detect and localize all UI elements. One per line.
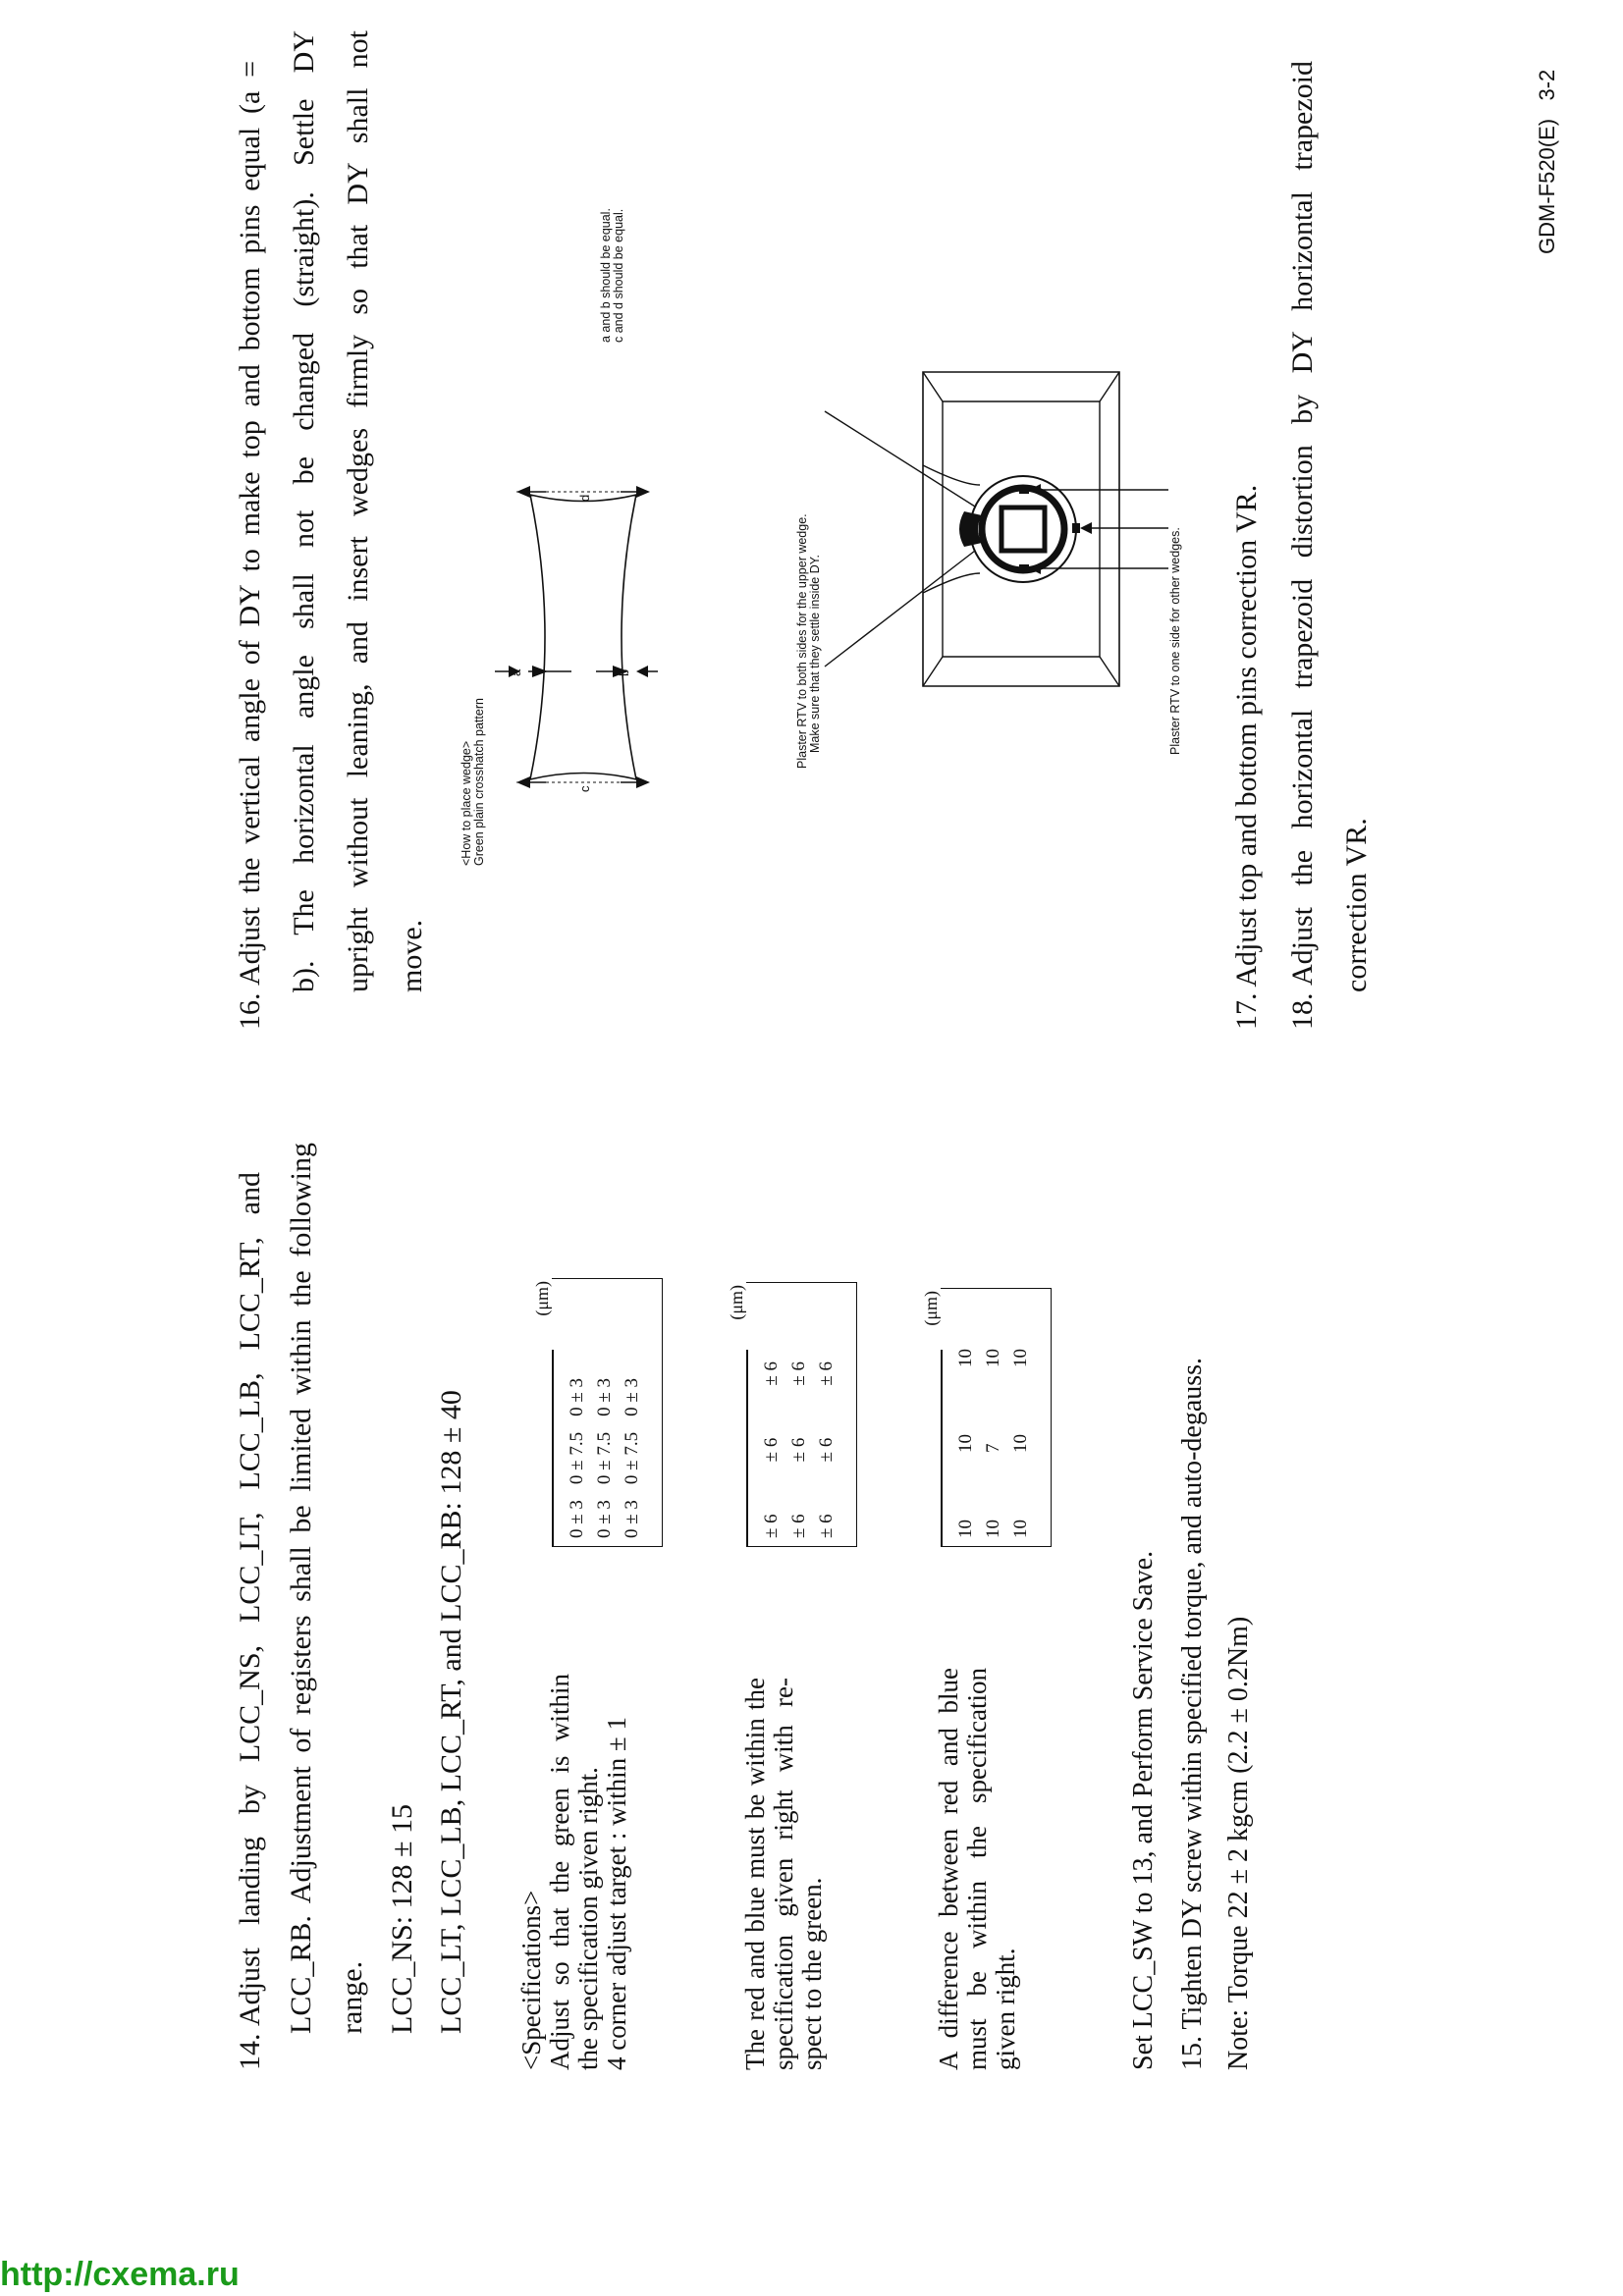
table-cell: ± 6 — [788, 1361, 809, 1386]
left-wedge — [1019, 564, 1029, 572]
leader-right — [825, 411, 975, 507]
spec2-grid — [758, 1354, 840, 1546]
table-cell: 10 — [955, 1434, 976, 1453]
step14-text-2: LCC_RB. Adjustment of registers shall be limited within the following — [285, 1143, 317, 2034]
table-row — [619, 1370, 646, 1546]
arrow-b-bottom-head — [636, 666, 648, 677]
table-cell: 0 ± 3 — [594, 1377, 615, 1416]
arrow-a-bottom-head — [532, 666, 548, 677]
funnel-corner-tl — [923, 657, 943, 686]
step16-text-3: upright without leaning, and insert wedges firmly so that DY shall not — [342, 30, 374, 992]
spec1-unit: (μm) — [532, 1281, 552, 1316]
step16-text-4: move. — [396, 919, 428, 992]
spec2-table — [727, 1282, 857, 1547]
spec2-table-topline — [746, 1350, 748, 1546]
torque-note: Note: Torque 22 ± 2 kgcm (2.2 ± 0.2Nm) — [1223, 1616, 1254, 2070]
table-cell: 0 ± 3 — [622, 1377, 642, 1416]
spec3-grid — [952, 1341, 1035, 1546]
spec3-unit: (μm) — [921, 1291, 941, 1326]
table-cell: 10 — [1010, 1520, 1031, 1538]
rtv-note-3: Plaster RTV to one side for other wedges. — [1168, 527, 1182, 755]
funnel-corner-tr — [923, 372, 943, 401]
dy-wedge-diagram — [815, 274, 1178, 784]
table-cell: ± 6 — [816, 1437, 837, 1463]
wedge-title: <How to place wedge> — [460, 740, 473, 866]
step16-number: 16. — [234, 992, 266, 1030]
table-cell: 0 ± 3 — [567, 1377, 587, 1416]
table-cell: 10 — [955, 1349, 976, 1367]
table-row — [564, 1370, 591, 1546]
spec1-grid — [564, 1370, 646, 1546]
label-c: c — [577, 785, 592, 792]
step16-text-2: b). The horizontal angle shall not be changed (straight). Settle DY — [288, 30, 320, 992]
table-row — [785, 1354, 813, 1546]
table-cell: 0 ± 7.5 — [622, 1431, 642, 1485]
step18-text-2: correction VR. — [1340, 818, 1373, 992]
step17-text: 17. Adjust top and bottom pins correction VR. — [1230, 484, 1263, 1030]
table-cell: 10 — [983, 1520, 1003, 1538]
spec3-table-topline — [941, 1350, 943, 1546]
spec3-table — [921, 1288, 1052, 1547]
right-wedge — [1019, 486, 1029, 494]
step16-text-1: Adjust the vertical angle of DY to make top and bottom pins equal (a = — [234, 61, 266, 986]
table-cell: 7 — [983, 1443, 1003, 1453]
spec2-text-1: The red and blue must be within the — [740, 1678, 770, 2070]
spec1-text-2: the specification given right. — [573, 1767, 603, 2070]
step14-number: 14. — [234, 2033, 266, 2070]
spec1-text-1: Adjust so that the green is within — [545, 1674, 574, 2070]
table-row — [813, 1354, 840, 1546]
rtv-note-1: Plaster RTV to both sides for the upper wedge. — [795, 513, 809, 769]
spec2-text-3: spect to the green. — [797, 1877, 827, 2070]
table-row — [758, 1354, 785, 1546]
step14-text-1: Adjust landing by LCC_NS, LCC_LT, LCC_LB, LCC_RT, and — [234, 1172, 266, 2026]
table-cell: ± 6 — [761, 1437, 782, 1463]
table-cell: 0 ± 3 — [622, 1500, 642, 1538]
table-row — [1007, 1341, 1035, 1546]
wedge-subtitle: Green plain crosshatch pattern — [472, 698, 486, 866]
footer-model: GDM-F520(E) — [1535, 118, 1559, 254]
spec1-text-3: 4 corner adjust target : within ± 1 — [602, 1717, 631, 2070]
spec3-text-3: given right. — [991, 1948, 1020, 2070]
spec3-text-2: must be within the specification — [962, 1668, 992, 2070]
arrow-bottom-wedge-head — [1080, 522, 1092, 534]
step15-text: 15. Tighten DY screw within specified torque, and auto-degauss. — [1177, 1357, 1208, 2070]
table-cell: ± 6 — [788, 1437, 809, 1463]
arrow-c-top-head — [516, 776, 530, 788]
table-cell: 10 — [955, 1520, 976, 1538]
bottom-wedge — [1072, 523, 1080, 533]
wedge-note-1: a and b should be equal. — [599, 208, 613, 343]
dy-yoke-ring — [982, 488, 1064, 570]
table-row — [952, 1341, 980, 1546]
lcc-ns-range: LCC_NS: 128 ± 15 — [386, 1804, 418, 2034]
spec2-unit: (μm) — [727, 1285, 746, 1320]
table-cell: 0 ± 7.5 — [567, 1431, 587, 1485]
table-cell: 0 ± 7.5 — [594, 1431, 615, 1485]
step16-line1 — [231, 61, 270, 1030]
table-cell: 10 — [1010, 1349, 1031, 1367]
lcc-others-range: LCC_LT, LCC_LB, LCC_RT, and LCC_RB: 128 ± 40 — [435, 1390, 467, 2034]
arrow-d-top-head — [516, 486, 530, 498]
table-row — [591, 1370, 619, 1546]
arrow-c-bottom-head — [636, 776, 650, 788]
spec3-text-1: A difference between red and blue — [934, 1668, 963, 2070]
table-cell: 10 — [983, 1349, 1003, 1367]
dy-core-square — [1001, 507, 1045, 551]
table-cell: ± 6 — [816, 1361, 837, 1386]
arrow-d-bottom-head — [636, 486, 650, 498]
table-cell: ± 6 — [788, 1514, 809, 1538]
pincushion-outline — [530, 495, 636, 779]
specifications-heading: <Specifications> — [516, 1890, 546, 2070]
label-b: b — [617, 668, 631, 676]
step18-number: 18. — [1286, 992, 1319, 1030]
funnel-corner-bl — [1100, 657, 1119, 686]
table-cell: ± 6 — [761, 1514, 782, 1538]
table-cell: ± 6 — [816, 1514, 837, 1538]
spec1-table — [532, 1278, 663, 1547]
wedge-diagram — [491, 411, 697, 824]
table-cell: 10 — [1010, 1434, 1031, 1453]
step14-line1 — [231, 1172, 270, 2070]
table-cell: ± 6 — [761, 1361, 782, 1386]
step14-text-3: range. — [336, 1960, 368, 2034]
table-cell: 0 ± 3 — [594, 1500, 615, 1538]
wedge-note-2: c and d should be equal. — [612, 208, 625, 343]
table-cell: 0 ± 3 — [567, 1500, 587, 1538]
spec2-text-2: specification given right with re- — [769, 1678, 798, 2070]
table-row — [980, 1341, 1007, 1546]
step18-line1 — [1283, 61, 1323, 1030]
watermark-link[interactable]: http://cxema.ru — [0, 2256, 240, 2293]
label-d: d — [577, 494, 592, 502]
set-lcc-sw-text: Set LCC_SW to 13, and Perform Service Save. — [1128, 1550, 1159, 2070]
spec1-table-topline — [552, 1350, 554, 1546]
funnel-corner-br — [1100, 372, 1119, 401]
label-a: a — [509, 668, 523, 676]
rtv-note-2: Make sure that they settle inside DY. — [808, 555, 822, 753]
page-footer — [1535, 70, 1560, 254]
footer-page: 3-2 — [1535, 69, 1559, 101]
leader-left — [825, 551, 975, 667]
step18-text-1: Adjust the horizontal trapezoid distortion by DY horizontal trapezoid — [1286, 61, 1319, 986]
